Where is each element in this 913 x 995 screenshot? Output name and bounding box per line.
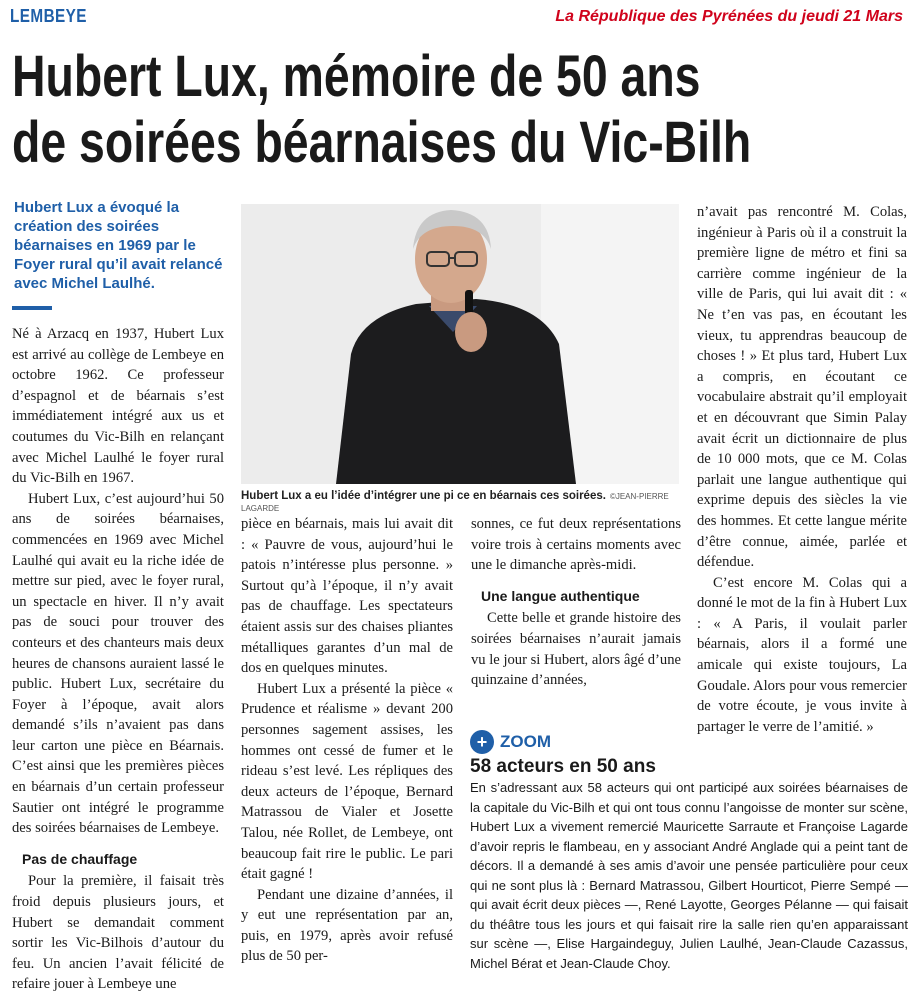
- column-2-paragraph-3: Pendant une dizaine d’années, il y eut une représentation par an, puis, en 1979, après avoir refusé plus de 50 per-: [241, 886, 453, 965]
- lead-paragraph: Hubert Lux a évoqué la création des soirées béarnaises en 1969 par le Foyer rural qu’il avait relancé avec Michel Laulhé.: [14, 199, 223, 292]
- zoom-title: 58 acteurs en 50 ans: [470, 756, 656, 777]
- photo-caption: [241, 490, 681, 514]
- column-3-paragraph-1: sonnes, ce fut deux représentations voire trois à certains moments avec une le dimanche après-midi.: [471, 516, 681, 574]
- publication-reference: La République des Pyrénées du jeudi 21 Mars: [555, 8, 903, 25]
- zoom-box-header: [470, 730, 910, 754]
- column-2-paragraph-1: pièce en béarnais, mais lui avait dit : « Pauvre de vous, aujourd’hui le patois n’intéresse plus personne. » Surtout qu’à l’époque, il n’y avait pas de chauffage. Les spectateurs étaient assis sur des chaises pliantes métalliques garantes d’un mal de dos en quelques minutes.: [241, 516, 453, 677]
- headline-line-2: de soirées béarnaises du Vic-Bilh: [12, 110, 752, 175]
- column-4-paragraph-1: n’avait pas rencontré M. Colas, ingénieur à Paris où il a construit la première ligne de métro et fini sa carrière comme ingénieur de la ville de Paris, qui lui avait dit : « Ne t’en vas pas, en écoutant les vieux, tu apprendras beaucoup de choses ! » Et plus tard, Hubert Lux a compris, en écoutant ce vocabulaire abstrait qu’il employait et en découvrant que Simin Palay avait écrit un dictionnaire de plus de 10 000 mots, que ce M. Colas parlait une langue authentique qui exprime depuis des siècles la vie des hommes. Et cette langue mérite d’être connue, aimée, parlée et défendue.: [697, 204, 907, 571]
- subheading-pas-de-chauffage: Pas de chauffage: [22, 850, 138, 867]
- column-2-paragraph-2: Hubert Lux a présenté la pièce « Prudence et réalisme » devant 200 personnes sagement assises, les hommes ont cessé de fumer et le rideau s’est levé. Les répliques des deux acteurs de l’époque, Bernard Matrassou de Vialer et Josette Talou, née Rollet, de Lembeye, ont beaucoup fait rire le public. Le pari était gagné !: [241, 680, 453, 883]
- photo-credit: ©JEAN-PIERRE LAGARDE: [241, 492, 669, 513]
- zoom-body: En s’adressant aux 58 acteurs qui ont participé aux soirées béarnaises de la capitale du Vic-Bilh et qui ont tous connu l’angoisse de monter sur scène, Hubert Lux a vivement remercié Mauricette Sarraute et Françoise Lagarde d’avoir repris le flambeau, en y associant André Anglade qui a peint tant de décors. Il a demandé à ses amis d’avoir une pensée particulière pour ceux qui ne sont plus là : Bernard Matrassou, Gilbert Hourticot, Pierre Sempé — qui avait écrit deux pièces —, René Layotte, Georges Pélanne — qui faisait du théâtre tous les jours et qui faisait rire la salle rien qu’en apparaissant sur scène —, Elise Hargaindeguy, Julien Laulhé, Jean-Claude Cazassus, Michel Bérat et Jean-Claude Choy.: [470, 780, 908, 971]
- hubert-lux-photo-illustration: [241, 204, 679, 484]
- subheading-une-langue-authentique: Une langue authentique: [481, 587, 640, 604]
- headline-line-1: Hubert Lux, mémoire de 50 ans: [12, 44, 701, 109]
- zoom-label: ZOOM: [500, 732, 551, 751]
- lead-divider: [12, 306, 52, 310]
- magnifier-icon: [470, 730, 494, 754]
- column-1-paragraph-3: Pour la première, il faisait très froid depuis plusieurs jours, et Hubert se demandait comment sortir les Vic-Bilhois d’autour du feu. Un ancien l’avait félicité de refaire jouer à Lembeye une: [12, 873, 224, 993]
- photo-caption-text: Hubert Lux a eu l’idée d’intégrer une pi ce en béarnais ces soirées.: [241, 490, 606, 502]
- article-photo: [241, 204, 679, 484]
- column-1-paragraph-2: Hubert Lux, c’est aujourd’hui 50 ans de soirées béarnaises, commencées en 1969 avec Michel Laulhé qui avait eu la riche idée de mettre sur pied, avec le foyer rural, un spectacle en hiver. Il n’y avait pas de souci pour trouver des conteurs et des chanteurs mais deux heures de chansons auraient lassé le public. Hubert Lux, secrétaire du Foyer à l’époque, avait alors demandé s’ils n’avaient pas dans leur carton une pièce en Béarnais. C’est ainsi que les premières pièces en béarnais d’un certain professeur Sautier ont intégré le programme des soirées béarnaises de Lembeye.: [12, 490, 224, 837]
- article-column-4: [697, 202, 907, 737]
- article-column-1: [12, 324, 224, 995]
- column-1-paragraph-1: Né à Arzacq en 1937, Hubert Lux est arrivé au collège de Lembeye en octobre 1962. Ce professeur d’espagnol et de béarnais s’est immédiatement intégré aux us et coutumes du Vic-Bilh en relançant avec Michel Laulhé le foyer rural du Vic-Bilh en 1967.: [12, 326, 224, 487]
- section-label: LEMBEYE: [10, 6, 87, 26]
- article-column-2: [241, 514, 453, 967]
- article-column-3: [471, 514, 681, 691]
- column-3-paragraph-2: Cette belle et grande histoire des soirées béarnaises n’aurait jamais vu le jour si Hubert, alors âgé d’une quinzaine d’années,: [471, 610, 681, 689]
- column-4-paragraph-2: C’est encore M. Colas qui a donné le mot de la fin à Hubert Lux : « A Paris, il voulait parler béarnais, alors il a formé une amicale qui existe toujours, La Goudale. Alors pour vous remercier de votre écoute, je vous invite à partager le verre de l’amitié. »: [697, 574, 907, 735]
- headline: [12, 44, 752, 176]
